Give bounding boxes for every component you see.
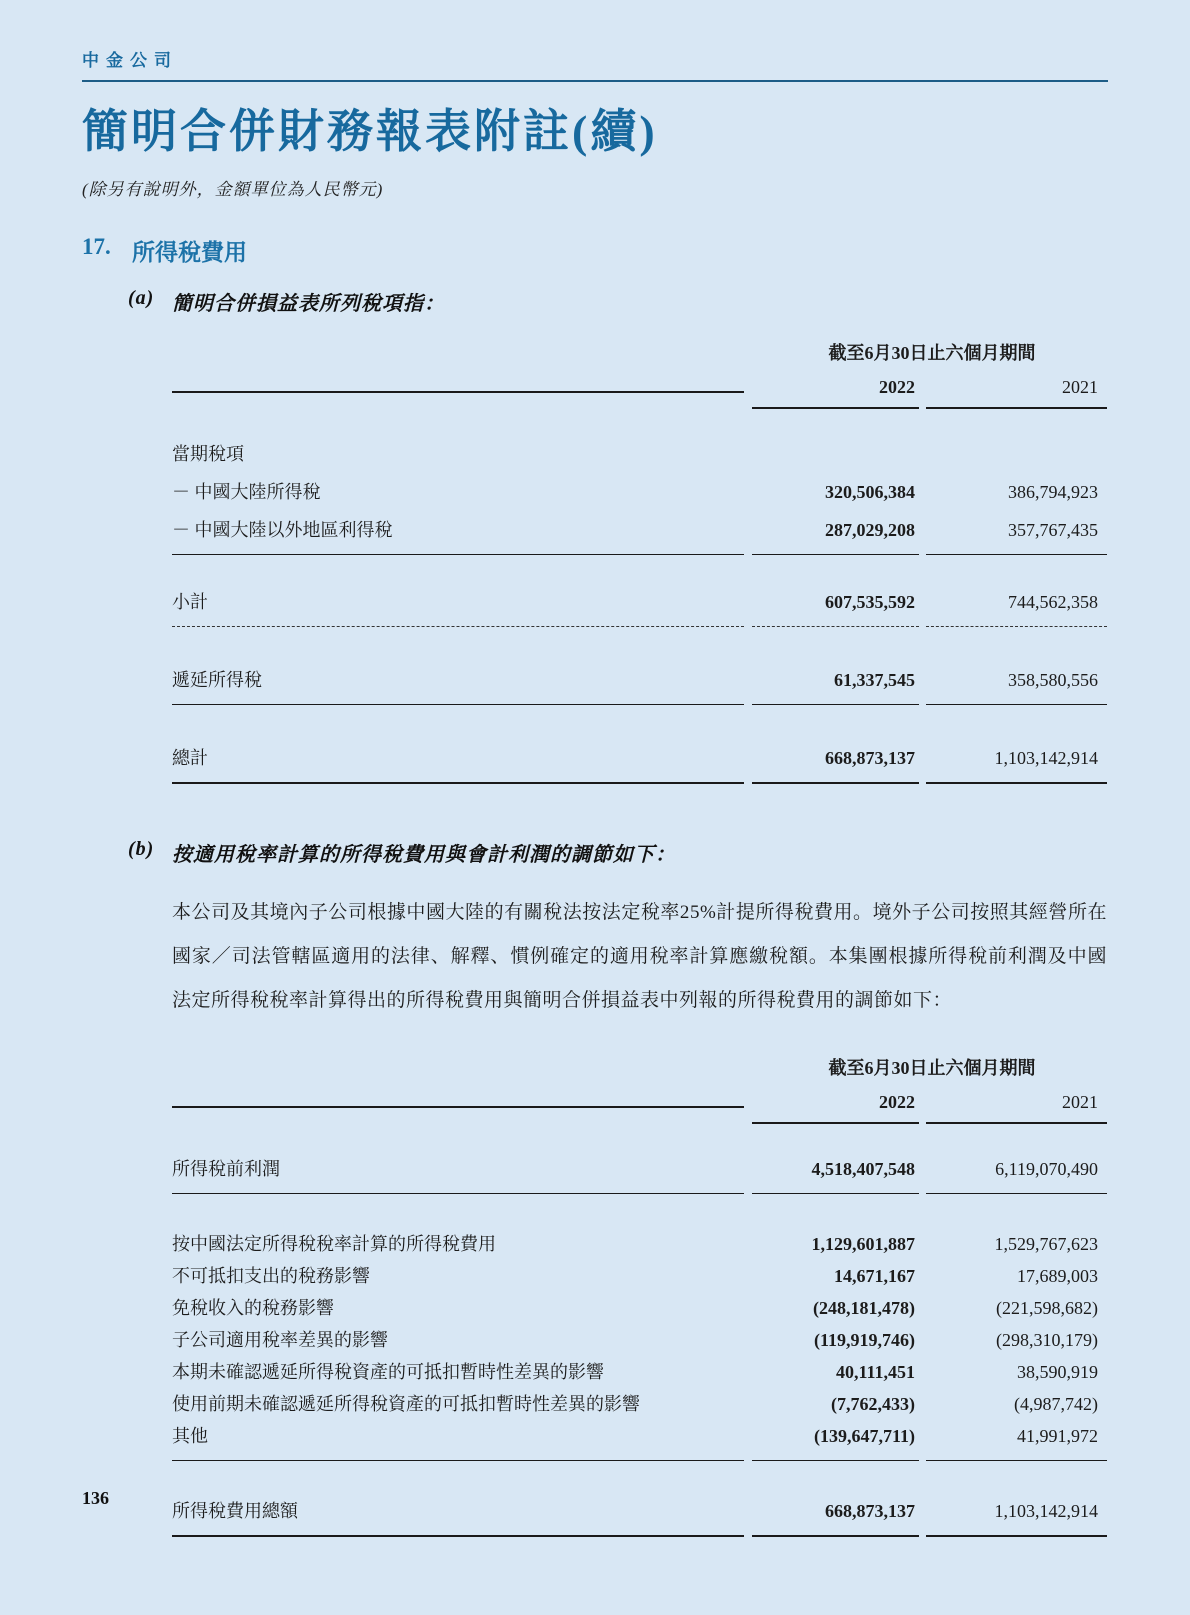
value-2021: 1,103,142,914 <box>926 747 1107 784</box>
row-label: 當期稅項 <box>172 443 244 464</box>
year-2021-header: 2021 <box>926 376 1107 409</box>
row-label: － 中國大陸所得稅 <box>172 481 321 502</box>
total-row <box>172 1492 1107 1545</box>
section-number: 17. <box>82 233 111 259</box>
table-row <box>172 435 1107 473</box>
profit-before-tax-row <box>172 1150 1107 1202</box>
value-2021: 386,794,923 <box>1008 481 1098 502</box>
row-label: 所得稅前利潤 <box>172 1158 744 1194</box>
page-number: 136 <box>82 1488 109 1508</box>
page-subtitle: (除另有說明外，金額單位為人民幣元) <box>82 179 384 199</box>
table-period-header-row <box>172 1057 1107 1091</box>
value-2021: (221,598,682) <box>996 1297 1098 1318</box>
value-2022: (139,647,711) <box>752 1425 919 1461</box>
section-heading <box>82 234 1108 267</box>
row-label: 其他 <box>172 1425 744 1461</box>
value-2021: 41,991,972 <box>926 1425 1107 1461</box>
value-2022: 668,873,137 <box>752 747 919 784</box>
value-2022: 607,535,592 <box>752 591 919 627</box>
part-b-heading-row <box>128 838 1108 867</box>
table-year-header-row <box>172 1091 1107 1124</box>
subtotal-row <box>172 583 1107 635</box>
tax-items-table <box>172 342 1107 792</box>
total-row <box>172 739 1107 792</box>
value-2022: 4,518,407,548 <box>752 1158 919 1194</box>
value-2022: 287,029,208 <box>752 519 919 555</box>
table-row <box>172 1292 1107 1324</box>
value-2021: (4,987,742) <box>1014 1393 1098 1414</box>
value-2021: 744,562,358 <box>926 591 1107 627</box>
row-label: 子公司適用稅率差異的影響 <box>172 1329 388 1350</box>
value-2022: (248,181,478) <box>813 1297 915 1318</box>
part-a-heading: 簡明合併損益表所列稅項指： <box>172 292 445 315</box>
year-2022-header: 2022 <box>752 1091 919 1124</box>
row-label: 按中國法定所得稅稅率計算的所得稅費用 <box>172 1233 496 1254</box>
table-row <box>172 473 1107 511</box>
row-label: 小計 <box>172 591 744 627</box>
value-2021: 17,689,003 <box>1017 1265 1098 1286</box>
value-2022: 668,873,137 <box>752 1500 919 1537</box>
row-label: 本期未確認遞延所得稅資產的可抵扣暫時性差異的影響 <box>172 1361 604 1382</box>
value-2021: 1,103,142,914 <box>926 1500 1107 1537</box>
value-2022: (119,919,746) <box>814 1329 915 1350</box>
table-year-header-row <box>172 376 1107 409</box>
table-row <box>172 1356 1107 1388</box>
table-row <box>172 1324 1107 1356</box>
year-2021-header: 2021 <box>926 1091 1107 1124</box>
company-name: 中金公司 <box>82 46 1108 82</box>
value-2022: 14,671,167 <box>834 1265 915 1286</box>
row-label: 不可抵扣支出的稅務影響 <box>172 1265 370 1286</box>
page-title: 簡明合併財務報表附註(續) <box>82 106 658 157</box>
part-b-label: (b) <box>128 837 155 860</box>
value-2022: 40,111,451 <box>835 1361 915 1382</box>
row-label: － 中國大陸以外地區利得稅 <box>172 519 744 555</box>
value-2022: (7,762,433) <box>831 1393 915 1414</box>
value-2021: (298,310,179) <box>996 1329 1098 1350</box>
value-2022: 320,506,384 <box>825 481 915 502</box>
value-2021: 6,119,070,490 <box>926 1158 1107 1194</box>
row-label: 所得稅費用總額 <box>172 1500 744 1537</box>
tax-reconciliation-table <box>172 1057 1107 1545</box>
value-2022: 61,337,545 <box>752 669 919 705</box>
row-label: 使用前期未確認遞延所得稅資產的可抵扣暫時性差異的影響 <box>172 1393 640 1414</box>
part-b-paragraph: 本公司及其境內子公司根據中國大陸的有關稅法按法定稅率25%計提所得稅費用。境外子公司按照其經營所在國家／司法管轄區適用的法律、解釋、慣例確定的適用稅率計算應繳稅額。本集團根據所得稅前利潤及中國法定所得稅稅率計算得出的所得稅費用與簡明合併損益表中列報的所得稅費用的調節如下： <box>172 901 1107 1011</box>
table-row <box>172 1388 1107 1420</box>
table-period-header-row <box>172 342 1107 376</box>
section-title: 所得稅費用 <box>132 239 247 265</box>
period-header: 截至6月30日止六個月期間 <box>828 342 1036 363</box>
value-2021: 1,529,767,623 <box>994 1233 1098 1254</box>
part-a-label: (a) <box>128 286 155 309</box>
part-b-heading: 按適用稅率計算的所得稅費用與會計利潤的調節如下： <box>172 843 676 866</box>
row-label: 總計 <box>172 747 744 784</box>
table-row <box>172 1420 1107 1466</box>
table-row <box>172 1228 1107 1260</box>
row-label: 免稅收入的稅務影響 <box>172 1297 334 1318</box>
period-header: 截至6月30日止六個月期間 <box>828 1057 1036 1078</box>
year-2022-header: 2022 <box>752 376 919 409</box>
value-2021: 357,767,435 <box>926 519 1107 555</box>
value-2021: 38,590,919 <box>1017 1361 1098 1382</box>
value-2021: 358,580,556 <box>926 669 1107 705</box>
part-a-heading-row <box>128 287 1108 316</box>
table-row <box>172 1260 1107 1292</box>
table-row <box>172 661 1107 713</box>
table-row <box>172 511 1107 563</box>
value-2022: 1,129,601,887 <box>811 1233 915 1254</box>
row-label: 遞延所得稅 <box>172 669 744 705</box>
